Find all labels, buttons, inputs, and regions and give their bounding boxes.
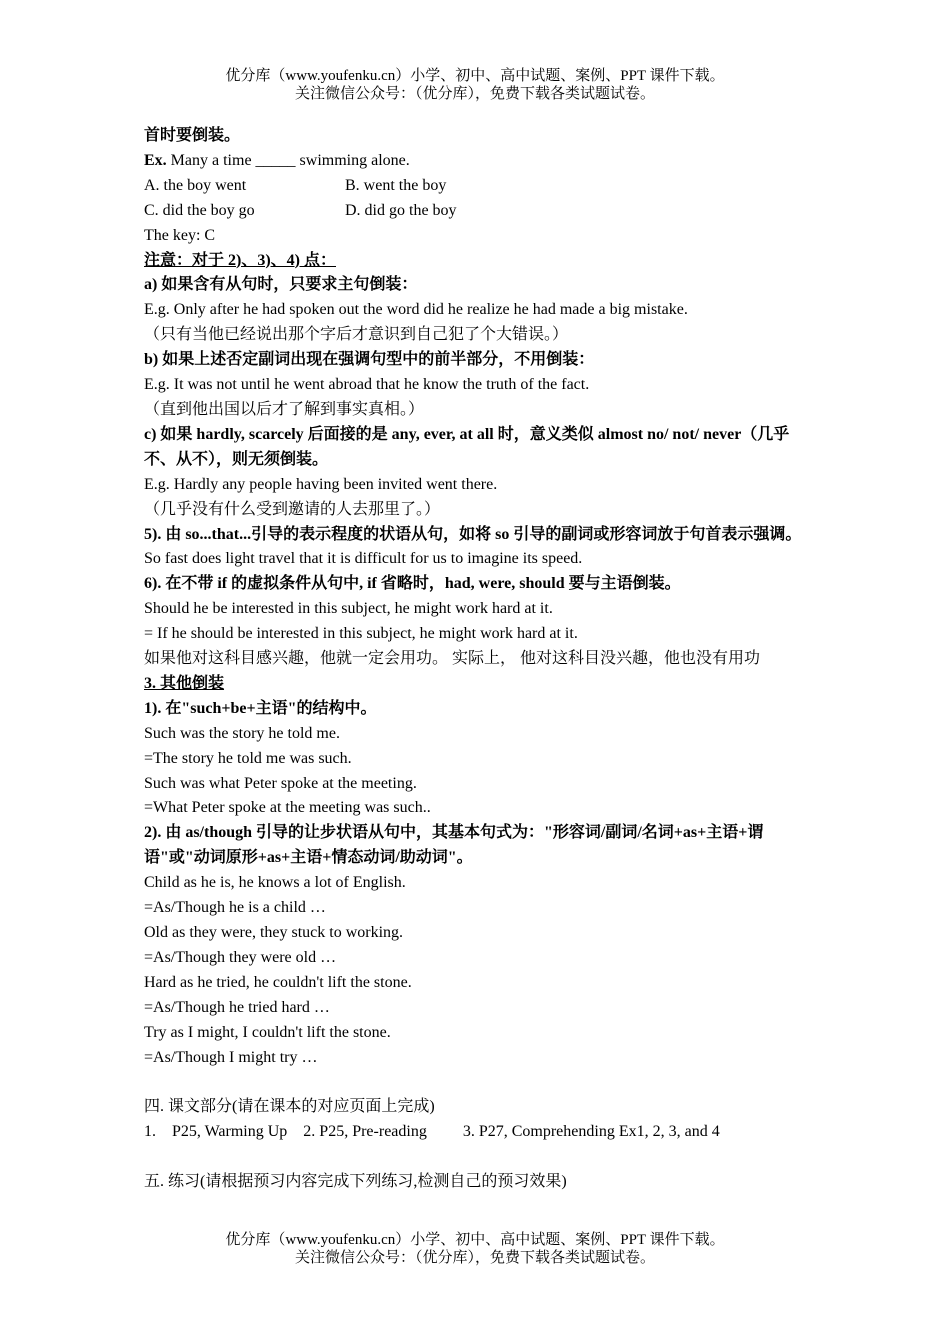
section-3-2-example: =As/Though I might try … (144, 1048, 318, 1066)
option-c: C. did the boy go (144, 201, 255, 219)
section-3-1-example: =What Peter spoke at the meeting was such.. (144, 799, 431, 817)
rule-b-translation: （直到他出国以后才了解到事实真相。） (144, 400, 425, 418)
options-row-2 (144, 199, 814, 224)
point-5-title: 5). 由 so...that...引导的表示程度的状语从句，如将 so 引导的副词或形容词放于句首表示强调。 (144, 525, 802, 543)
answer-key: The key: C (144, 226, 216, 244)
note-heading: 注意：对于 2)、3)、4) 点： (144, 251, 336, 269)
section-3-2-example: Old as they were, they stuck to working. (144, 924, 404, 941)
section-3-2-example: Hard as he tried, he couldn't lift the stone. (144, 973, 412, 991)
point-5-example: So fast does light travel that it is difficult for us to imagine its speed. (144, 550, 583, 568)
section-3-2-example: Try as I might, I couldn't lift the stone. (144, 1023, 391, 1041)
header-line-1: 优分库（www.youfenku.cn）小学、初中、高中试题、案例、PPT 课件下载。 (225, 68, 725, 84)
section-3-1-example: =The story he told me was such. (144, 749, 352, 767)
footer-line-2: 关注微信公众号：（优分库），免费下载各类试题试卷。 (294, 1250, 655, 1266)
section-3-1-example: Such was what Peter spoke at the meeting. (144, 774, 417, 792)
header-line-2: 关注微信公众号：（优分库），免费下载各类试题试卷。 (294, 86, 655, 102)
section-3-2-example: =As/Though he tried hard … (144, 998, 330, 1016)
rule-b-title: b) 如果上述否定副词出现在强调句型中的前半部分，不用倒装： (144, 351, 595, 369)
rule-a-translation: （只有当他已经说出那个字后才意识到自己犯了个大错误。） (144, 326, 569, 344)
section-3-2-example: =As/Though they were old … (144, 948, 337, 966)
option-d: D. did go the boy (345, 201, 457, 219)
point-6-example-2: = If he should be interested in this subject, he might work hard at it. (144, 625, 578, 643)
footer-line-1: 优分库（www.youfenku.cn）小学、初中、高中试题、案例、PPT 课件下载。 (225, 1232, 725, 1248)
point-6-example-1: Should he be interested in this subject, he might work hard at it. (144, 600, 553, 618)
option-a: A. the boy went (144, 176, 247, 194)
section-3-1-example: Such was the story he told me. (144, 724, 340, 742)
example-question (144, 149, 814, 174)
document-body (144, 124, 814, 1195)
page-footer (0, 1231, 950, 1267)
page-header (0, 67, 950, 103)
intro-fragment: 首时要倒装。 (144, 127, 241, 144)
point-6-title: 6). 在不带 if 的虚拟条件从句中, if 省略时，had, were, should 要与主语倒装。 (144, 575, 681, 593)
section-3-2-title: 2). 由 as/though 引导的让步状语从句中，其基本句式为："形容词/副词/名词+as+主语+谓语"或"动词原形+as+主语+情态动词/助动词"。 (144, 824, 764, 867)
rule-c-title: c) 如果 hardly, scarcely 后面接的是 any, ever, at all 时，意义类似 almost no/ not/ never（几乎不、从不），则无须倒装。 (144, 425, 790, 468)
rule-a-title: a) 如果含有从句时，只要求主句倒装： (144, 276, 418, 294)
section-4-items: 1. P25, Warming Up 2. P25, Pre-reading 3. P27, Comprehending Ex1, 2, 3, and 4 (144, 1123, 720, 1141)
section-3-2-example: Child as he is, he knows a lot of English. (144, 874, 406, 892)
rule-c-translation: （几乎没有什么受到邀请的人去那里了。） (144, 500, 441, 518)
section-3-1-title: 1). 在"such+be+主语"的结构中。 (144, 699, 377, 717)
rule-b-example: E.g. It was not until he went abroad that he know the truth of the fact. (144, 376, 590, 394)
section-3-2-example: =As/Though he is a child … (144, 899, 326, 917)
section-3-heading: 3. 其他倒装 (144, 674, 225, 692)
example-label: Ex. (144, 151, 167, 169)
rule-c-example: E.g. Hardly any people having been invited went there. (144, 475, 498, 493)
spacer (144, 1145, 814, 1170)
rule-a-example: E.g. Only after he had spoken out the word did he realize he had made a big mistake. (144, 301, 688, 319)
section-5-heading: 五. 练习(请根据预习内容完成下列练习,检测自己的预习效果) (144, 1173, 567, 1191)
section-4-heading: 四. 课文部分(请在课本的对应页面上完成) (144, 1098, 435, 1116)
options-row-1 (144, 174, 814, 199)
example-text: Many a time _____ swimming alone. (166, 151, 410, 169)
option-b: B. went the boy (345, 176, 447, 194)
point-6-translation: 如果他对这科目感兴趣，他就一定会用功。 实际上， 他对这科目没兴趣，他也没有用功 (144, 650, 761, 668)
spacer (144, 1070, 814, 1095)
